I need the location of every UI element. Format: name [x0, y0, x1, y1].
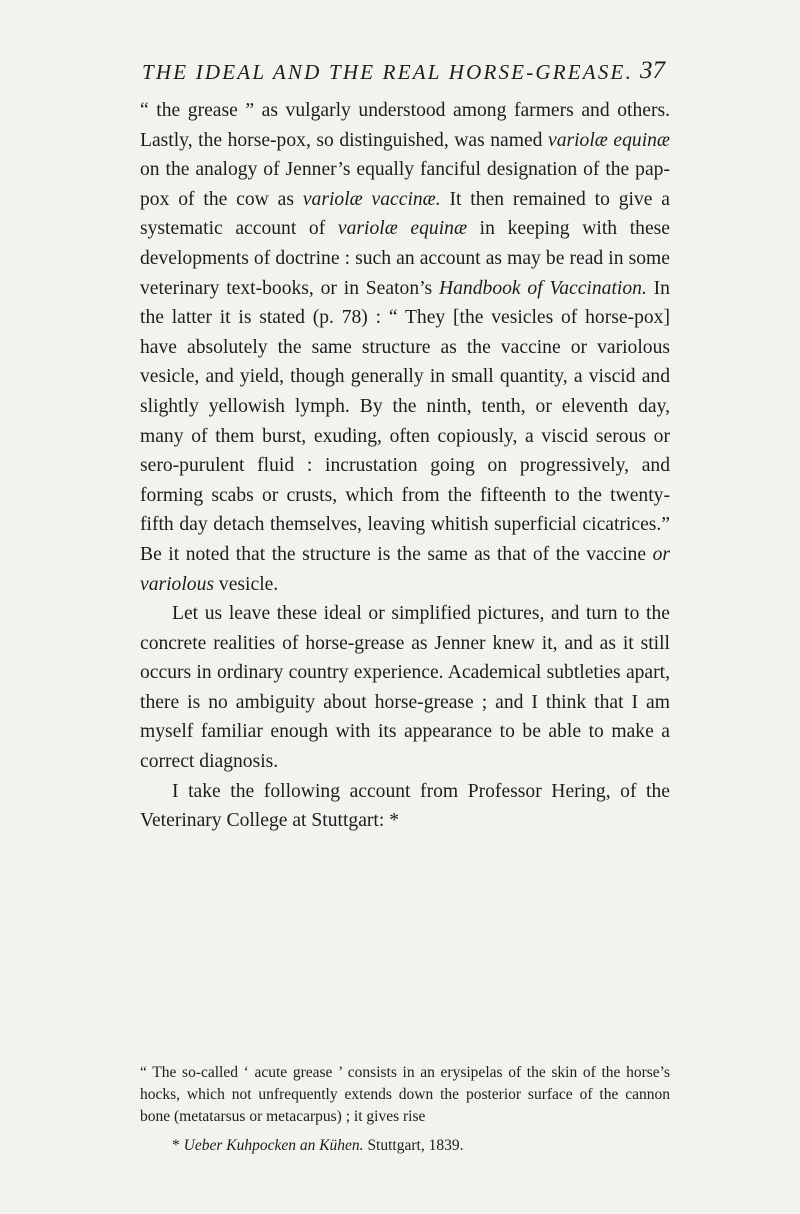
paragraph-1	[140, 96, 670, 599]
paragraph-2	[140, 599, 670, 777]
text-run: in keeping with these developments of doctrine : such an account as may be read in some veterinary text-books, or in Seaton’s	[140, 218, 670, 299]
italic-run: or variolous	[140, 543, 670, 595]
paragraph-3	[140, 777, 670, 836]
footnote-title: Ueber Kuhpocken an Kühen.	[183, 1137, 364, 1154]
footnote	[172, 1135, 672, 1157]
italic-run: variolæ equinæ	[337, 218, 468, 240]
text-run: I take the following account from Professor Hering, of the Veterinary College at Stuttgart: *	[140, 780, 670, 832]
text-run: vesicle.	[214, 573, 279, 595]
body-text	[140, 96, 670, 836]
quote-text: “ The so-called ‘ acute grease ’ consists in an erysipelas of the skin of the horse’s hocks, which not unfrequently extends down the posterior surface of the cannon bone (metatarsus or metacarpus) ; it gives rise	[140, 1064, 670, 1125]
text-run: “ the grease ” as vulgarly understood among farmers and others. Lastly, the horse-pox, so distinguished, was named	[140, 100, 670, 151]
text-run: on the analogy of Jenner’s equally fanciful designation of the pap-pox of the cow as	[140, 159, 670, 210]
italic-run: variolæ equinæ	[548, 129, 670, 151]
footnote-marker: *	[172, 1137, 184, 1154]
running-head: THE IDEAL AND THE REAL HORSE-GREASE.	[142, 60, 634, 84]
italic-run: variolæ vaccinæ.	[302, 188, 441, 210]
page-header	[0, 57, 800, 94]
footnote-rest: Stuttgart, 1839.	[363, 1137, 464, 1154]
page-number: 37	[640, 57, 665, 84]
italic-run: Handbook of Vaccination.	[438, 277, 647, 299]
text-run: It then remained to give a systematic account of	[140, 188, 670, 240]
text-run: In the latter it is stated (p. 78) : “ They [the vesicles of horse-pox] have absolutely the same structure as the vaccine or variolous vesicle, and yield, though generally in small quantity, a viscid and slightly yellowish lymph. By the ninth, tenth, or eleventh day, many of them burst, exuding, often copiously, a viscid serous or sero-purulent fluid : incrustation going on progressively, and forming scabs or crusts, which from the fifteenth to the twenty-fifth day detach themselves, leaving whitish superficial cicatrices.” Be it noted that the structure is the same as that of the vaccine	[140, 277, 670, 565]
text-run: Let us leave these ideal or simplified pictures, and turn to the concrete realities of horse-grease as Jenner knew it, and as it still occurs in ordinary country experience. Academical subtleties apart, there is no ambiguity about horse-grease ; and I think that I am myself familiar enough with its appearance to be able to make a correct diagnosis.	[140, 603, 670, 773]
hering-quote	[140, 1062, 670, 1128]
